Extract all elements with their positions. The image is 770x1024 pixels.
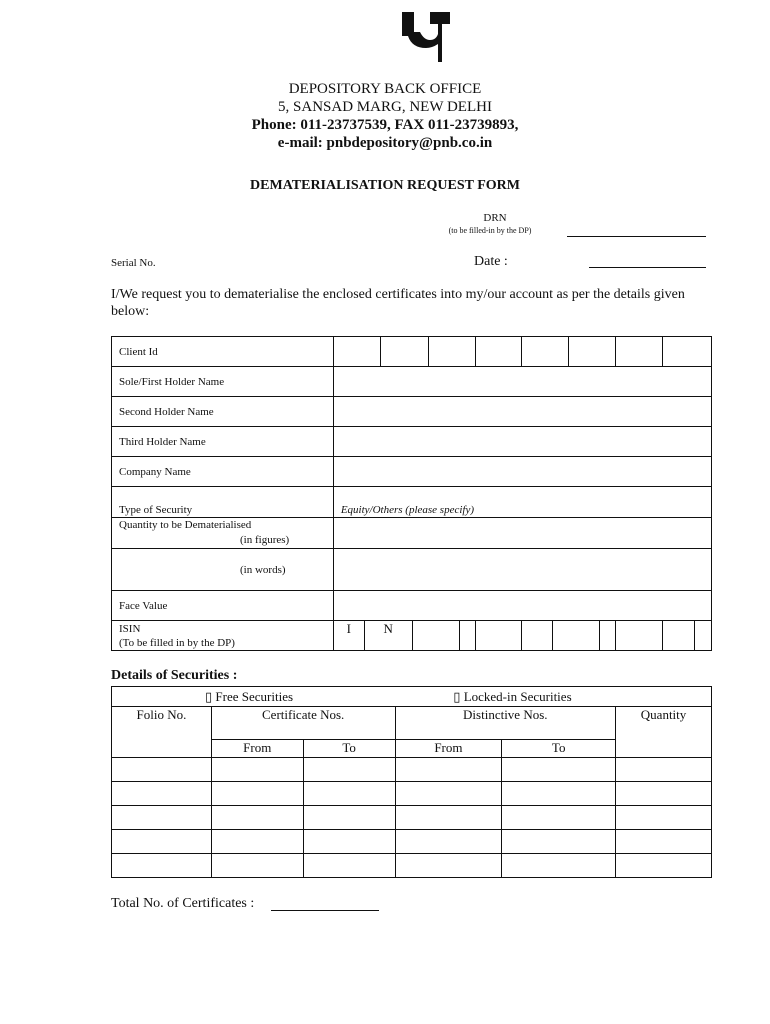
isin-box[interactable] [616, 621, 663, 651]
isin-box[interactable] [600, 621, 616, 651]
free-securities-option[interactable] [205, 689, 293, 704]
securities-table [111, 686, 712, 878]
date-label: Date : [474, 254, 508, 269]
table-cell[interactable] [112, 854, 212, 878]
client-id-box[interactable] [663, 337, 712, 367]
drn-field[interactable] [567, 236, 706, 237]
table-cell[interactable] [303, 854, 395, 878]
isin-box [333, 621, 364, 651]
free-securities-label: Free Securities [215, 688, 294, 704]
table-cell[interactable] [616, 854, 712, 878]
isin-box[interactable] [475, 621, 522, 651]
folio-header: Folio No. [112, 707, 212, 758]
table-cell[interactable] [616, 830, 712, 854]
table-cell[interactable] [211, 758, 303, 782]
table-cell[interactable] [502, 830, 616, 854]
isin-note: (To be filled in by the DP) [119, 636, 235, 649]
isin-box[interactable] [412, 621, 459, 651]
table-cell[interactable] [395, 854, 502, 878]
third-holder-label: Third Holder Name [112, 427, 334, 457]
table-cell[interactable] [211, 782, 303, 806]
table-cell[interactable] [303, 830, 395, 854]
office-name: DEPOSITORY BACK OFFICE [288, 81, 482, 97]
cert-to-header: To [303, 740, 395, 758]
table-cell[interactable] [395, 782, 502, 806]
bank-logo-icon [400, 10, 460, 62]
face-value-label: Face Value [112, 591, 334, 621]
office-email: e-mail: pnbdepository@pnb.co.in [277, 135, 493, 151]
client-id-box[interactable] [522, 337, 569, 367]
type-of-security-label: Type of Security [112, 487, 334, 518]
client-id-box[interactable] [380, 337, 428, 367]
dist-to-header: To [502, 740, 616, 758]
table-cell[interactable] [395, 830, 502, 854]
total-certificates-label: Total No. of Certificates : [111, 896, 255, 911]
table-cell[interactable] [112, 758, 212, 782]
table-cell[interactable] [211, 830, 303, 854]
company-name-field[interactable] [333, 457, 711, 487]
office-address: 5, SANSAD MARG, NEW DELHI [278, 99, 492, 115]
table-cell[interactable] [616, 758, 712, 782]
table-cell[interactable] [502, 758, 616, 782]
date-field[interactable] [589, 267, 706, 268]
drn-label: DRN [483, 212, 507, 224]
isin-label-cell [112, 621, 334, 651]
drn-note: (to be filled-in by the DP) [448, 226, 532, 235]
table-cell[interactable] [502, 782, 616, 806]
dist-from-header: From [395, 740, 502, 758]
first-holder-label: Sole/First Holder Name [112, 367, 334, 397]
table-cell[interactable] [303, 758, 395, 782]
isin-box[interactable] [553, 621, 600, 651]
table-cell[interactable] [502, 854, 616, 878]
quantity-figures-field[interactable] [333, 518, 711, 549]
locked-checkbox-icon[interactable]: ▯ [453, 688, 461, 704]
isin-label: ISIN [119, 622, 141, 635]
isin-prefix-i: I [346, 621, 351, 636]
table-cell[interactable] [502, 806, 616, 830]
request-text: I/We request you to dematerialise the enclosed certificates into my/our account as per the details given below: [111, 287, 685, 319]
isin-box[interactable] [663, 621, 695, 651]
security-type-row [112, 687, 712, 707]
total-certificates-field[interactable] [271, 910, 379, 911]
first-holder-field[interactable] [333, 367, 711, 397]
certificate-header: Certificate Nos. [211, 707, 395, 740]
distinctive-header: Distinctive Nos. [395, 707, 616, 740]
client-id-box[interactable] [475, 337, 522, 367]
in-figures-label: (in figures) [240, 534, 290, 546]
table-cell[interactable] [211, 806, 303, 830]
quantity-header: Quantity [616, 707, 712, 758]
isin-box[interactable] [522, 621, 553, 651]
client-id-label: Client Id [112, 337, 334, 367]
locked-securities-label: Locked-in Securities [463, 688, 572, 704]
table-cell[interactable] [395, 806, 502, 830]
client-id-box[interactable] [333, 337, 380, 367]
quantity-label: Quantity to be Dematerialised [119, 519, 252, 531]
table-cell[interactable] [616, 806, 712, 830]
locked-securities-option[interactable] [453, 689, 571, 704]
table-cell[interactable] [211, 854, 303, 878]
table-cell[interactable] [303, 806, 395, 830]
isin-box[interactable] [459, 621, 475, 651]
cert-from-header: From [211, 740, 303, 758]
office-phone: Phone: 011-23737539, FAX 011-23739893, [251, 117, 519, 133]
in-words-label: (in words) [112, 549, 334, 591]
free-checkbox-icon[interactable]: ▯ [205, 688, 213, 704]
client-id-box[interactable] [428, 337, 475, 367]
company-name-label: Company Name [112, 457, 334, 487]
quantity-label-cell [112, 518, 334, 549]
type-of-security-value: Equity/Others (please specify) [340, 504, 475, 516]
isin-prefix-n: N [383, 621, 393, 636]
face-value-field[interactable] [333, 591, 711, 621]
form-title: DEMATERIALISATION REQUEST FORM [250, 178, 520, 193]
table-cell[interactable] [112, 782, 212, 806]
quantity-words-field[interactable] [333, 549, 711, 591]
isin-box[interactable] [694, 621, 711, 651]
table-cell[interactable] [112, 830, 212, 854]
table-cell[interactable] [303, 782, 395, 806]
client-details-table [111, 336, 712, 651]
table-cell[interactable] [616, 782, 712, 806]
third-holder-field[interactable] [333, 427, 711, 457]
client-id-box[interactable] [616, 337, 663, 367]
table-cell[interactable] [112, 806, 212, 830]
client-id-box[interactable] [569, 337, 616, 367]
serial-label: Serial No. [111, 257, 156, 269]
table-cell[interactable] [395, 758, 502, 782]
second-holder-label: Second Holder Name [112, 397, 334, 427]
securities-heading: Details of Securities : [111, 668, 238, 683]
type-of-security-field[interactable] [333, 487, 711, 518]
second-holder-field[interactable] [333, 397, 711, 427]
isin-box [364, 621, 412, 651]
